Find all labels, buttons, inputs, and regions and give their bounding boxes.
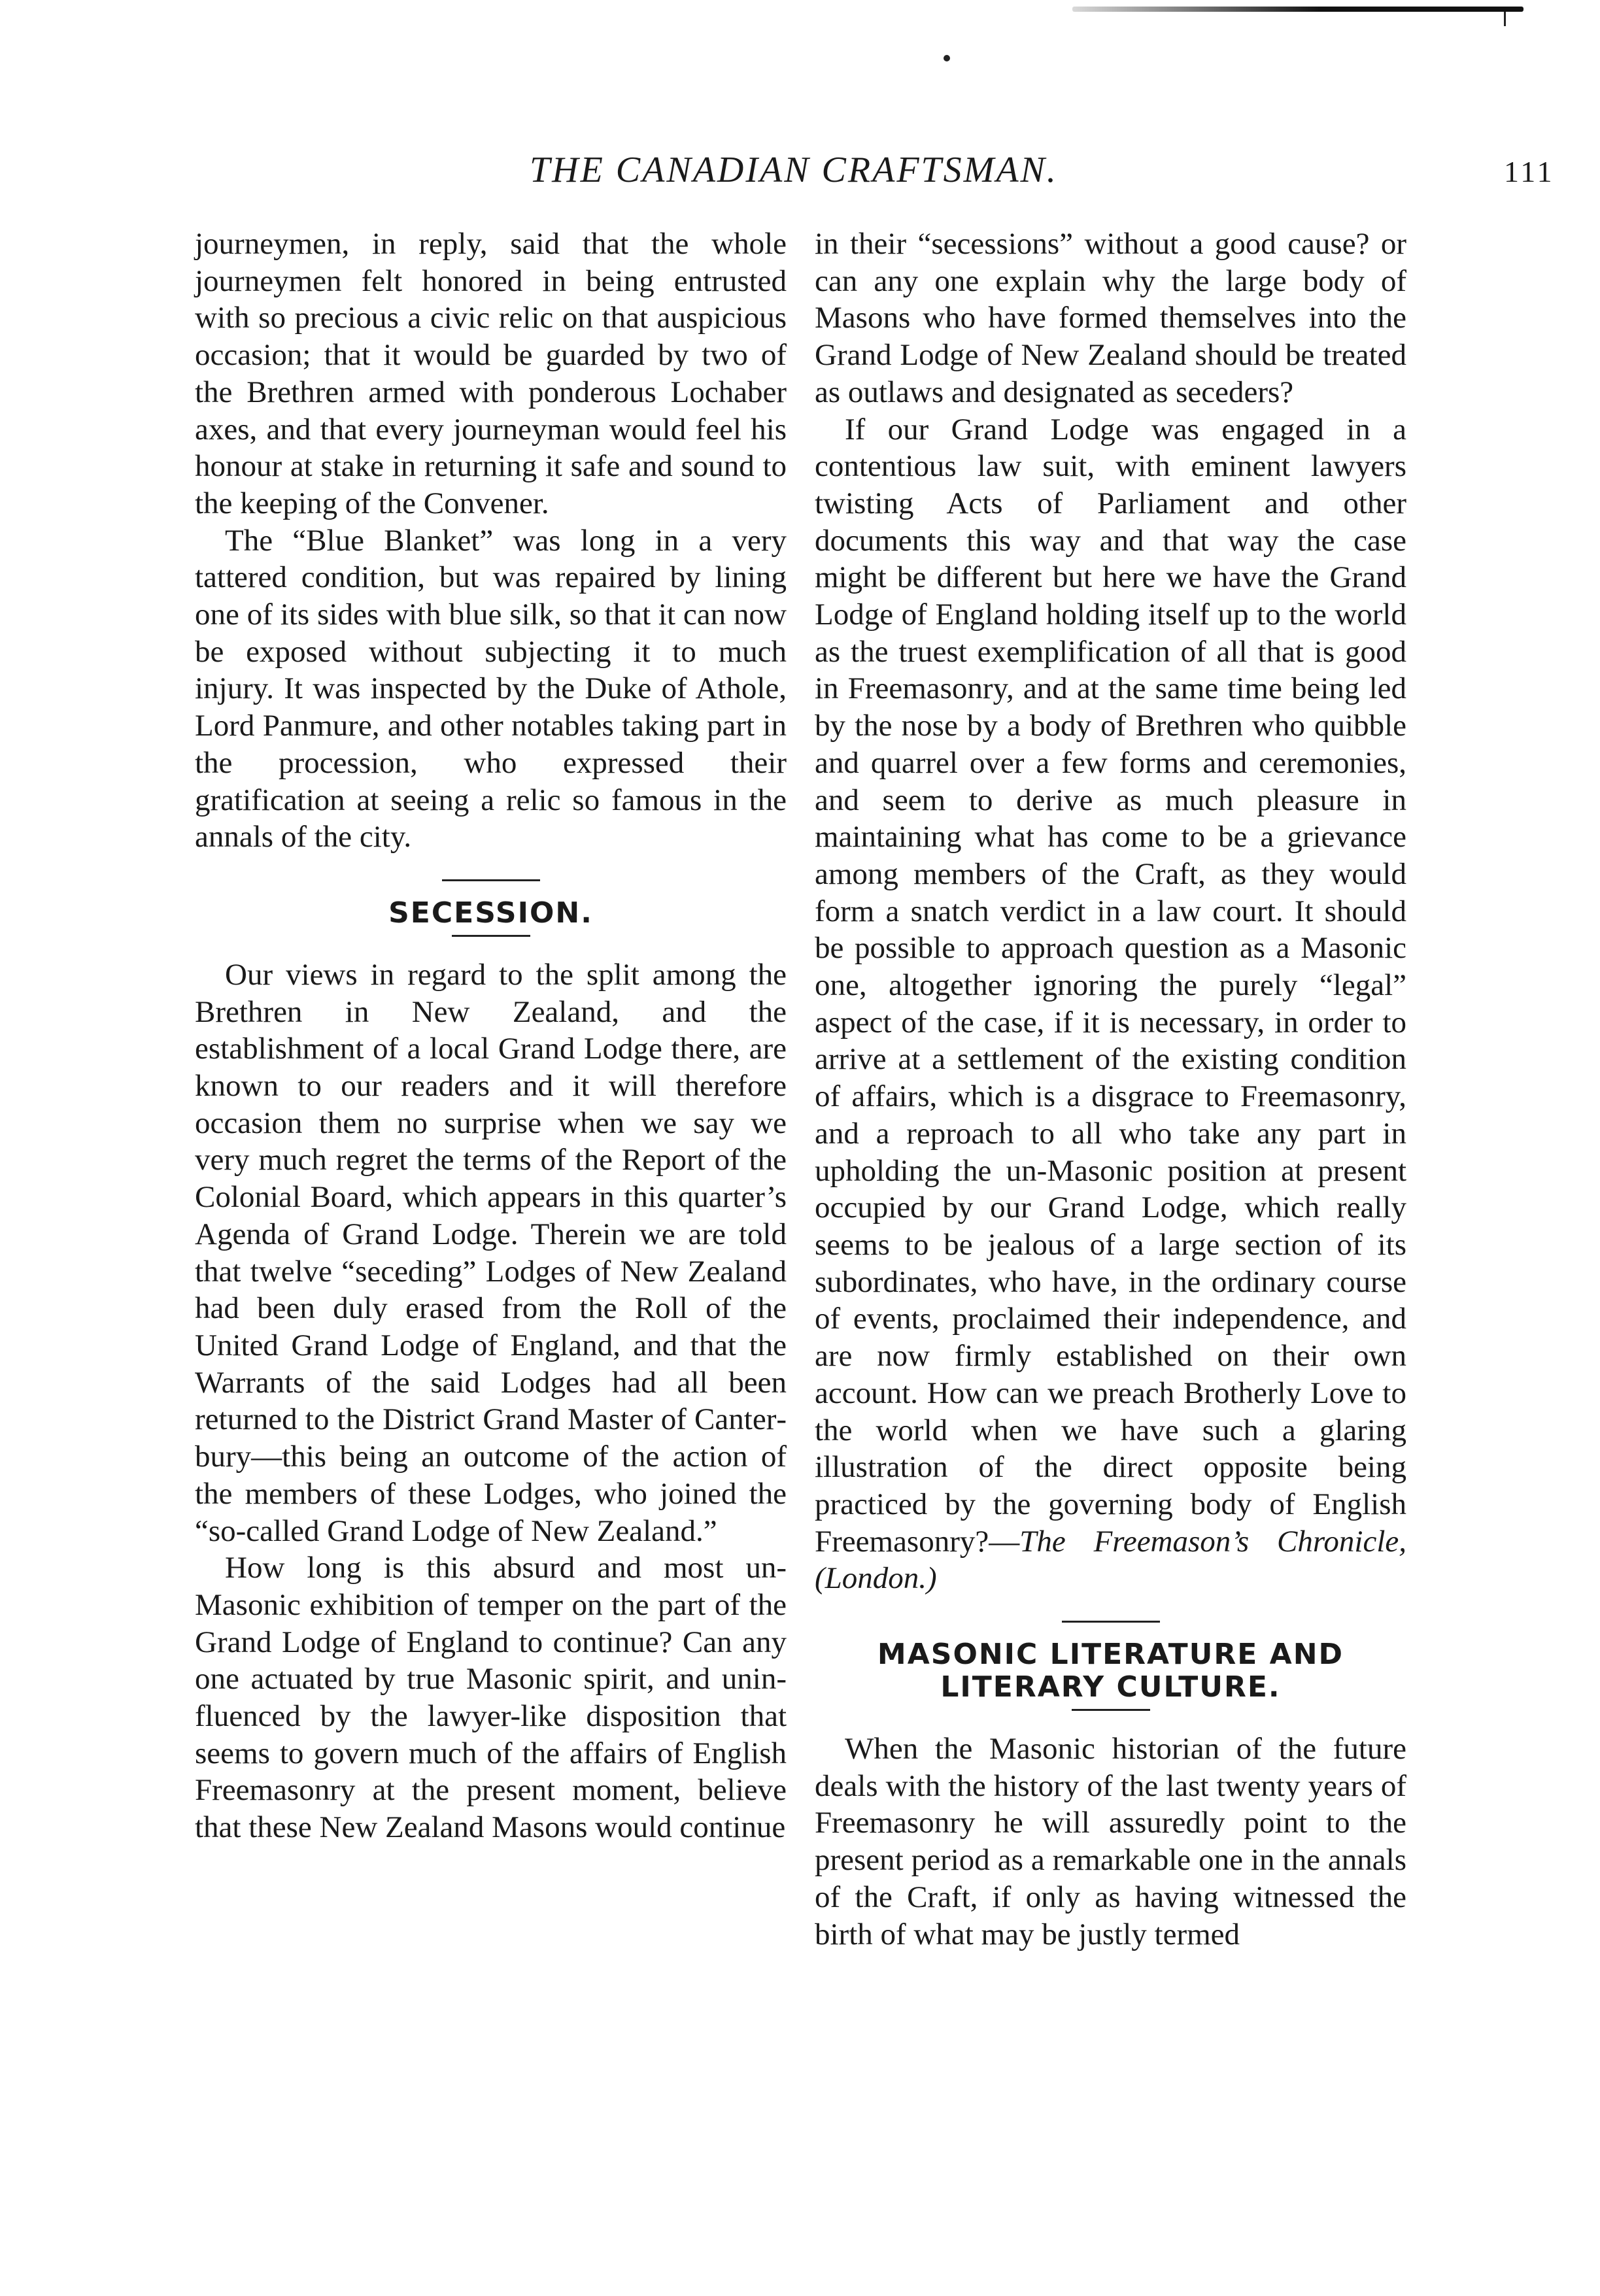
left-column (195, 226, 787, 2213)
source-citation: The Freemason’s Chronicle, (London.) (815, 1524, 1406, 1596)
section-divider (1062, 1621, 1160, 1623)
paragraph-our-views: Our views in regard to the split among the Brethren in New Zealand, and the establishment of a local Grand Lodge there, are known to our readers and it will therefore occasion them no surprise when we say we very much regret the terms of the Report of the Colonial Board, which appears in this quarter’s Agenda of Grand Lodge. Therein we are told that twelve “seceding” Lodges of New Zealand had been duly erased from the Roll of the United Grand Lodge of England, and that the Warrants of the said Lodges had all been returned to the District Grand Master of Canterbury—this being an outcome of the action of the members of these Lodges, who joined the “so-called Grand Lodge of New Zealand.” (195, 957, 787, 1548)
paragraph-if-our-grand-lodge (815, 411, 1406, 1598)
paragraph-journeymen: journeymen, in reply, said that the whole journeymen felt honored in being entrusted with so precious a civic relic on that auspicious occasion; that it would be guarded by two of the Brethren armed with ponderous Lochaber axes, and that every journeyman would feel his honour at stake in returning it safe and sound to the keeping of the Convener. (195, 227, 787, 520)
journal-title: THE CANADIAN CRAFTSMAN. (530, 150, 1058, 190)
secession-heading: SECESSION. (388, 896, 593, 930)
masonic-heading-line-2: LITERARY CULTURE. (940, 1670, 1281, 1704)
paragraph-how-long: How long is this absurd and most un-Masonic exhibition of temper on the part of the Grand Lodge of England to continue? Can any one actuated by true Masonic spirit, and uninfluenced by the lawyer-like disposition that seems to govern much of the affairs of English Freemasonry at the present moment, believe that these New Zealand Masons would continue (195, 1551, 787, 1845)
ink-speck (944, 55, 950, 61)
heading-underline (1072, 1709, 1150, 1711)
paragraph-if-our-text: If our Grand Lodge was engaged in a contentious law suit, with eminent lawyers twisting Acts of Parliament and other documents this way and that way the case might be different but here we have the Grand Lodge of England holding itself up to the world as the truest exemplification of all that is good in Freemasonry, and at the same time being led by the nose by a body of Brethren who quibble and quarrel over a few forms and ceremonies, and seem to derive as much pleasure in maintaining what has come to be a grievance among members of the Craft, as they would form a snatch verdict in a law court. It should be possible to approach question as a Masonic one, altogether ignoring the purely “legal” aspect of the case, if it is necessary, in order to arrive at a settlement of the existing condition of affairs, which is a disgrace to Freemasonry, and a reproach to all who take any part in upholding the un-Masonic position at present occupied by our Grand Lodge, which really seems to be jealous of a large section of its subordinates, who have, in the ordinary course of events, proclaimed their independence, and are now firmly established on their own account. How can we preach Brotherly Love to the world when we have such a glaring illustration of the direct opposite being practiced by the governing body of English Freemasonry?— (815, 412, 1406, 1559)
masonic-heading-line-1: MASONIC LITERATURE AND (877, 1638, 1344, 1672)
paragraph-secessions: in their “secessions” without a good cause? or can any one explain why the large body of Masons who have formed themselves into the Grand Lodge of New Zealand should be treated as outlaws and designated as seceders? (815, 227, 1406, 409)
heading-underline (452, 935, 530, 937)
top-border-rule (1072, 7, 1523, 12)
section-divider (442, 879, 540, 881)
paragraph-blue-blanket: The “Blue Blanket” was long in a very tattered condition, but was repaired by lining one of its sides with blue silk, so that it can now be exposed without subjecting it to much injury. It was inspected by the Duke of Athole, Lord Panmure, and other notables taking part in the procession, who expressed their gratification at seeing a relic so famous in the annals of the city. (195, 523, 787, 854)
top-border-tick (1504, 12, 1506, 26)
running-head (0, 143, 1600, 195)
page-number: 111 (1504, 155, 1555, 188)
right-column (815, 226, 1406, 2213)
paragraph-when-the-historian: When the Masonic historian of the future deals with the history of the last twenty years of Freemasonry he will assuredly point to the present period as a remarkable one in the annals of the Craft, if only as having witnessed the birth of what may be justly termed (815, 1732, 1406, 1951)
masonic-literature-heading (815, 1638, 1406, 1704)
